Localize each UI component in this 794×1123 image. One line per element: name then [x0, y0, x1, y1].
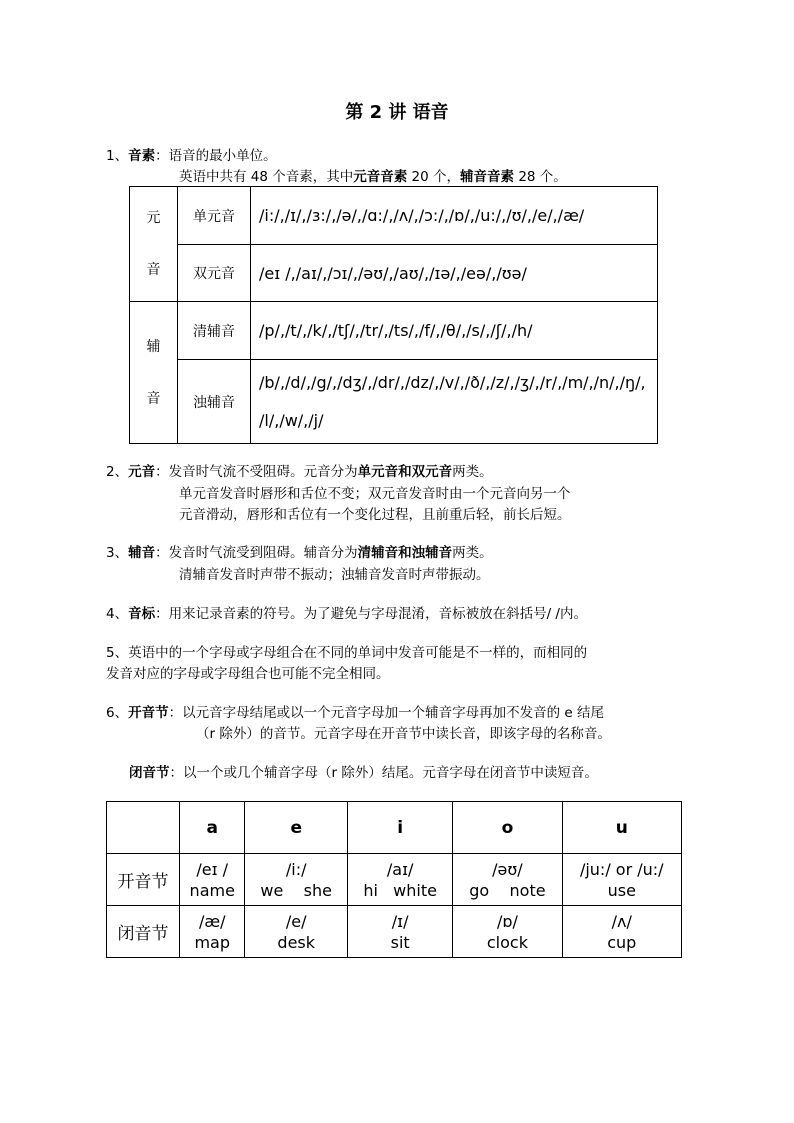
table-cell [245, 906, 347, 958]
phoneme-list-line-2: /l/,/w/,/j/ [259, 410, 324, 430]
text: ：发音时气流不受阻碍。元音分为 [155, 464, 358, 480]
row-label: 双元音 [178, 245, 251, 302]
section-1-def: ：语音的最小单位。 [155, 148, 277, 164]
vowel-phoneme-term: 元音音素 [353, 169, 408, 185]
ipa: /i:/ [285, 859, 307, 879]
example-word: we she [260, 880, 332, 900]
ipa: /ɒ/ [496, 911, 518, 931]
group-label: 元 [146, 210, 161, 226]
ipa: /ju:/ or /u:/ [579, 859, 664, 879]
consonant-phoneme-term: 辅音音素 [460, 169, 515, 185]
example-word: use [607, 880, 636, 900]
vowel-group-cell [130, 187, 178, 302]
text: 两类。 [452, 545, 493, 561]
example-word: map [194, 932, 230, 952]
example-word: sit [390, 932, 410, 952]
page-title: 第 2 讲 语音 [345, 102, 449, 123]
row-label: 单元音 [178, 187, 251, 245]
example-word: go note [469, 880, 546, 900]
section-1-number: 1、 [106, 148, 129, 164]
section-number: 2、 [106, 464, 129, 480]
table-cell [180, 906, 245, 958]
table-cell [347, 854, 452, 906]
closed-syllable-label: 闭音节 [107, 906, 180, 958]
section-1-line-2 [179, 167, 567, 187]
bold-term: 清辅音 [357, 545, 399, 561]
phoneme-list: /p/,/t/,/k/,/tʃ/,/tr/,/ts/,/f/,/θ/,/s/,/ʃ/,/h/ [251, 302, 658, 360]
example-word: desk [277, 932, 316, 952]
phoneme-table [129, 186, 658, 444]
section-number: 3、 [106, 545, 129, 561]
text: ：以元音字母结尾或以一个元音字母加一个辅音字母再加不发音的 e 结尾 [168, 705, 604, 721]
section-6-closed-line [129, 763, 598, 783]
group-label: 辅 [146, 338, 161, 355]
bold-term: 和 [398, 545, 412, 561]
section-number: 6、 [106, 705, 129, 721]
bold-term: 浊辅音 [411, 545, 453, 561]
ipa: /aɪ/ [386, 859, 414, 879]
header-i: i [347, 802, 452, 854]
section-term: 开音节 [128, 705, 169, 721]
example-word: cup [607, 932, 637, 952]
open-syllable-label: 开音节 [107, 854, 180, 906]
section-3-line-2: 清辅音发音时声带不振动；浊辅音发音时声带振动。 [179, 567, 490, 583]
section-6-line-2: （r 除外）的音节。元音字母在开音节中读长音，即该字母的名称音。 [196, 726, 611, 742]
text: 两类。 [452, 464, 493, 480]
section-2-line-3: 元音滑动，唇形和舌位有一个变化过程，且前重后轻，前长后短。 [179, 507, 571, 523]
section-4-line-1 [106, 604, 587, 624]
example-word: hi white [363, 880, 437, 900]
open-syllable-row [107, 854, 682, 906]
group-label: 音 [146, 262, 161, 278]
table-cell [562, 906, 681, 958]
phoneme-list [251, 360, 658, 444]
header-o: o [453, 802, 562, 854]
header-row [107, 802, 682, 854]
closed-syllable-term: 闭音节 [129, 765, 170, 781]
example-word: clock [486, 932, 528, 952]
section-2-line-1 [106, 462, 493, 482]
header-e: e [245, 802, 347, 854]
bold-term: 双元音 [411, 464, 453, 480]
group-label: 音 [146, 390, 161, 407]
table-cell [562, 854, 681, 906]
phoneme-list: /i:/,/ɪ/,/ɜ:/,/ə/,/ɑ:/,/ʌ/,/ɔ:/,/ɒ/,/u:/,/ʊ/,/e/,/æ/ [251, 187, 658, 245]
ipa: /eɪ / [196, 859, 229, 879]
section-term: 元音 [128, 464, 156, 480]
section-number: 4、 [106, 606, 129, 622]
closed-syllable-row [107, 906, 682, 958]
section-5-line-2: 发音对应的字母或字母组合也可能不完全相同。 [106, 666, 390, 682]
section-3-line-1 [106, 543, 493, 563]
consonant-group-cell [130, 302, 178, 444]
table-cell [180, 854, 245, 906]
text: ：发音时气流受到阻碍。辅音分为 [155, 545, 358, 561]
phoneme-list-line-1: /b/,/d/,/g/,/dʒ/,/dr/,/dz/,/v/,/ð/,/z/,/ʒ/,/r/,/m/,/n/,/ŋ/, [259, 372, 646, 392]
row-label: 浊辅音 [178, 360, 251, 444]
text: 28 个。 [514, 169, 567, 185]
example-word: name [189, 880, 235, 900]
text: ：用来记录音素的符号。为了避免与字母混淆，音标被放在斜括号/ /内。 [155, 606, 587, 622]
ipa: /ɪ/ [391, 911, 409, 931]
section-term: 音标 [128, 606, 156, 622]
section-6-line-1 [106, 703, 604, 723]
table-cell [347, 906, 452, 958]
syllable-table [106, 801, 682, 958]
text: 英语中共有 48 个音素，其中 [179, 169, 354, 185]
ipa: /æ/ [198, 911, 226, 931]
section-1-line-1 [106, 146, 277, 166]
ipa: /e/ [285, 911, 307, 931]
text: ：以一个或几个辅音字母（r 除外）结尾。元音字母在闭音节中读短音。 [169, 765, 598, 781]
table-cell [453, 854, 562, 906]
phoneme-list: /eɪ /,/aɪ/,/ɔɪ/,/əʊ/,/aʊ/,/ɪə/,/eə/,/ʊə/ [251, 245, 658, 302]
ipa: /əʊ/ [492, 859, 523, 879]
section-term: 辅音 [128, 545, 156, 561]
corner-cell [107, 802, 180, 854]
row-label: 清辅音 [178, 302, 251, 360]
text: 20 个， [407, 169, 461, 185]
table-cell [453, 906, 562, 958]
header-u: u [562, 802, 681, 854]
section-2-line-2: 单元音发音时唇形和舌位不变；双元音发音时由一个元音向另一个 [179, 486, 571, 502]
bold-term: 和 [398, 464, 412, 480]
header-a: a [180, 802, 245, 854]
section-5-line-1: 5、英语中的一个字母或字母组合在不同的单词中发音可能是不一样的，而相同的 [106, 645, 588, 661]
table-cell [245, 854, 347, 906]
ipa: /ʌ/ [611, 911, 632, 931]
bold-term: 单元音 [357, 464, 399, 480]
section-1-term: 音素 [128, 148, 156, 164]
